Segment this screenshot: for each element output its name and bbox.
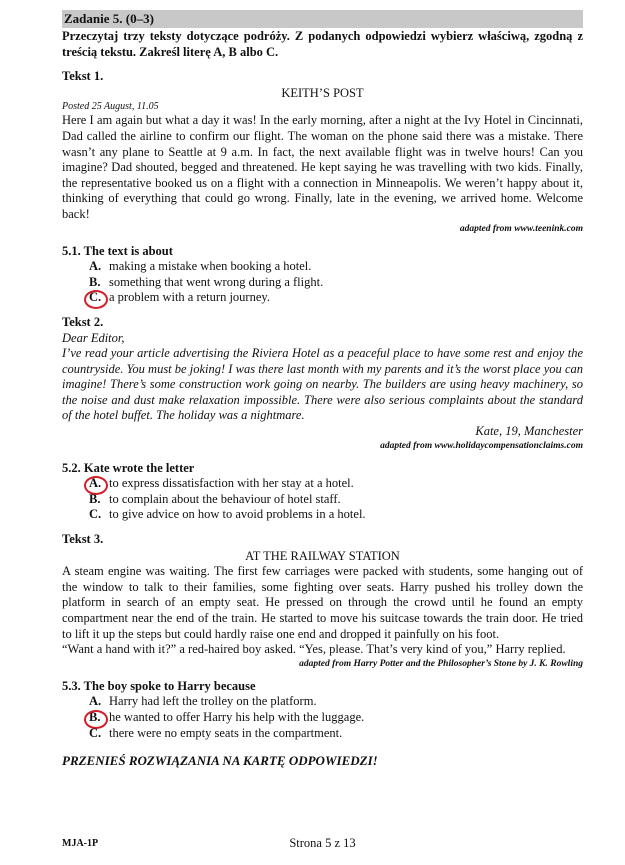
text-3-source: adapted from Harry Potter and the Philosopher’s Stone by J. K. Rowling (299, 658, 583, 669)
option-letter-circled: A. (89, 476, 109, 492)
answer-option-c[interactable] (89, 726, 583, 742)
option-text: he wanted to offer Harry his help with the luggage. (109, 709, 365, 724)
page-footer (62, 836, 583, 852)
option-letter-circled: C. (89, 290, 109, 306)
option-text: Harry had left the trolley on the platform. (109, 694, 317, 709)
option-text: something that went wrong during a flight. (109, 274, 324, 289)
text-3-label: Tekst 3. (62, 532, 104, 547)
option-letter-circled: B. (89, 710, 109, 726)
option-text: there were no empty seats in the compartment. (109, 725, 343, 740)
page-number: Strona 5 z 13 (289, 836, 356, 850)
option-letter: A. (89, 694, 102, 709)
text-1-body: Here I am again but what a day it was! In the early morning, after a night at the Ivy Hotel in Cincinnati, Dad called the airline to confirm our flight. The woman on the phone said there was a mistake. There wasn’t any plane to Seattle at 9 a.m. In fact, the next available flight was in twelve hours! Can you imagine? Dad shouted, begged and threatened. He kept saying he was travelling with two kids. Finally, the representative booked us on a flight with a connection in Minneapolis. We weren’t happy about it, thinking of everything that could go wrong. Finally, late in the evening, we arrived home. Welcome back! (62, 113, 583, 221)
task-instruction: Przeczytaj trzy teksty dotyczące podróży. Z podanych odpowiedzi wybierz właściwą, zgodną z treścią tekstu. Zakreśl literę A, B albo C. (62, 29, 583, 59)
answer-option-b-selected[interactable] (89, 710, 583, 726)
answer-option-b[interactable] (89, 275, 583, 291)
question-5-1: 5.1. The text is about (62, 243, 173, 258)
option-letter: A. (89, 259, 102, 274)
text-3-dialogue: “Want a hand with it?” a red-haired boy asked. “Yes, please. That’s very kind of you,” Harry replied. (62, 642, 566, 657)
text-1-source: adapted from www.teenink.com (459, 223, 583, 234)
answer-option-c-selected[interactable] (89, 290, 583, 306)
option-text: to give advice on how to avoid problems in a hotel. (109, 507, 366, 522)
option-letter: B. (89, 274, 101, 289)
text-1-posted-date: Posted 25 August, 11.05 (62, 101, 159, 113)
exam-code: MJA-1P (62, 838, 99, 849)
text-2-source: adapted from www.holidaycompensationclaims.com (380, 440, 583, 451)
transfer-answers-note: PRZENIEŚ ROZWIĄZANIA NA KARTĘ ODPOWIEDZI! (62, 753, 378, 769)
task-header: Zadanie 5. (0–3) (62, 10, 583, 28)
text-3-title: AT THE RAILWAY STATION (245, 548, 400, 563)
exam-page (62, 10, 583, 769)
text-2-signature: Kate, 19, Manchester (475, 424, 583, 439)
answer-option-a[interactable] (89, 259, 583, 275)
option-text: a problem with a return journey. (109, 290, 270, 305)
text-1-label: Tekst 1. (62, 69, 104, 84)
text-2-label: Tekst 2. (62, 314, 104, 329)
option-text: to express dissatisfaction with her stay at a hotel. (109, 476, 354, 491)
answer-option-c[interactable] (89, 507, 583, 523)
answer-option-a[interactable] (89, 694, 583, 710)
question-5-2: 5.2. Kate wrote the letter (62, 460, 195, 475)
text-3-body: A steam engine was waiting. The first few carriages were packed with students, some hanging out of the window to talk to their families, some fighting over seats. Harry pushed his trolley down the platform in search of an empty seat. He pressed on through the crowd until he found an empty compartment near the end of the train. He started to move his suitcase towards the train door. He tried to lift it up the steps but could hardly raise one end and dropped it painfully on his foot. (62, 564, 583, 641)
text-2-body: I’ve read your article advertising the Riviera Hotel as a peaceful place to have some rest and enjoy the countryside. You must be joking! I was there last month with my parents and it’s the worst place you can imagine! There’s some construction work going on nearby. The builders are using heavy machinery, so the noise and dust make relaxation impossible. There were also serious complaints about the standard of the hotel buffet. The holiday was a nightmare. (62, 346, 583, 423)
option-text: to complain about the behaviour of hotel staff. (109, 491, 341, 506)
question-5-3-options (89, 694, 583, 741)
question-5-2-options (89, 476, 583, 523)
option-letter: B. (89, 491, 101, 506)
text-2-salutation: Dear Editor, (62, 330, 125, 345)
answer-option-b[interactable] (89, 492, 583, 508)
option-text: making a mistake when booking a hotel. (109, 259, 312, 274)
question-5-1-options (89, 259, 583, 306)
option-letter: C. (89, 507, 102, 522)
option-letter: C. (89, 725, 102, 740)
answer-option-a-selected[interactable] (89, 476, 583, 492)
text-1-title: KEITH’S POST (281, 85, 364, 100)
question-5-3: 5.3. The boy spoke to Harry because (62, 678, 256, 693)
